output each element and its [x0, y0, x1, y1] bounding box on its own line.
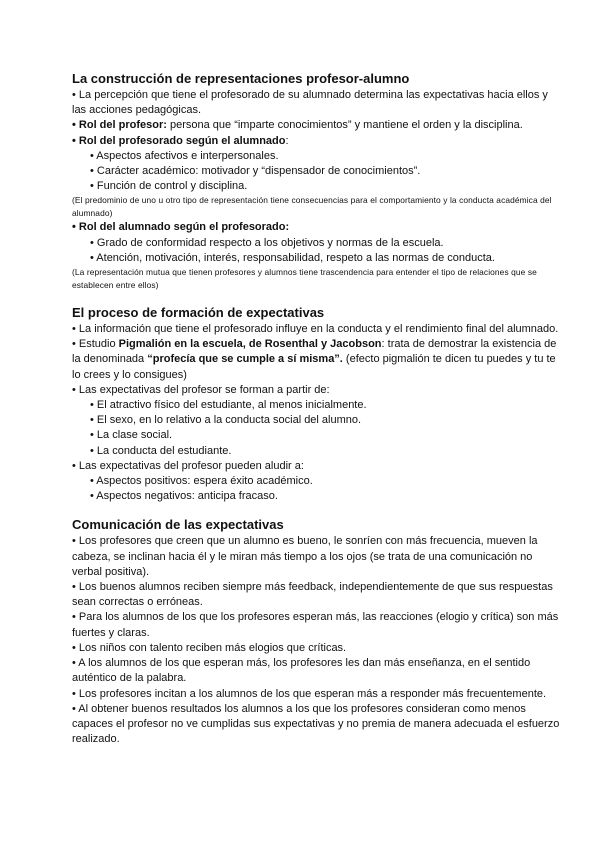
list-item: • Función de control y disciplina. [90, 180, 248, 193]
list-item: • Al obtener buenos resultados los alumnos a los que los profesores consideran como menos capaces el profesor no ve cumplidas sus expectativas y no premia de manera adecuada el esfuerzo realizado. [72, 702, 560, 746]
list-item: • Los profesores incitan a los alumnos de los que esperan más a responder más frecuentemente. [72, 687, 547, 700]
paragraph-text: persona que “imparte conocimientos” y mantiene el orden y la disciplina. [166, 119, 523, 132]
list-item: • Grado de conformidad respecto a los objetivos y normas de la escuela. [90, 236, 444, 249]
paragraph-text: : trata de demostrar la existencia de la denominada [72, 338, 557, 366]
paragraph-pigmalion [72, 337, 560, 383]
list-item: • Aspectos positivos: espera éxito académico. [90, 475, 313, 488]
note: (La representación mutua que tienen profesores y alumnos tiene trascendencia para entender el tipo de relaciones que se establecen entre ellos) [72, 267, 537, 291]
list-item: • Atención, motivación, interés, responsabilidad, respeto a las normas de conducta. [90, 251, 495, 264]
section-representaciones [72, 71, 560, 292]
paragraph-text: • Estudio [72, 338, 119, 351]
section-title: Comunicación de las expectativas [72, 517, 284, 533]
paragraph: • La información que tiene el profesorado influye en la conducta y el rendimiento final del alumnado. [72, 323, 559, 336]
paragraph-rol-alumnado [72, 220, 560, 235]
list-item: • Carácter académico: motivador y “dispensador de conocimientos”. [90, 165, 421, 178]
section-comunicacion [72, 517, 560, 747]
list-item: • Aspectos negativos: anticipa fracaso. [90, 490, 278, 503]
list-item: • Los buenos alumnos reciben siempre más feedback, independientemente de que sus respuestas sean correctas o erróneas. [72, 581, 553, 609]
bold-label: • Rol del profesorado según el alumnado [72, 134, 286, 147]
bold-text: “profecía que se cumple a sí misma”. [147, 353, 343, 366]
paragraph-text: : [285, 134, 289, 147]
section-title: El proceso de formación de expectativas [72, 305, 325, 321]
list-item: • Los niños con talento reciben más elogios que críticas. [72, 641, 347, 654]
paragraph: • La percepción que tiene el profesorado de su alumnado determina las expectativas hacia ellos y las acciones pedagógicas. [72, 89, 548, 117]
bold-text: Pigmalión en la escuela, de Rosenthal y Jacobson [118, 338, 382, 351]
note: (El predominio de uno u otro tipo de representación tiene consecuencias para el comportamiento y la conducta académica del alumnado) [72, 195, 552, 219]
bold-label: • Rol del alumnado según el profesorado: [72, 221, 290, 234]
paragraph: • Las expectativas del profesor se forman a partir de: [72, 383, 330, 396]
list-item: • La conducta del estudiante. [90, 444, 232, 457]
list-item: • A los alumnos de los que esperan más, los profesores les dan más enseñanza, en el sentido auténtico de la palabra. [72, 657, 531, 685]
paragraph-rol-profesor [72, 118, 560, 133]
list-item: • Los profesores que creen que un alumno es bueno, le sonríen con más frecuencia, mueven la cabeza, se inclinan hacia él y le miran más tiempo a los ojos (se trata de una comunicación no verbal positiva). [72, 535, 538, 578]
section-title: La construcción de representaciones profesor-alumno [72, 71, 410, 86]
list-item: • Aspectos afectivos e interpersonales. [90, 149, 279, 162]
paragraph-rol-profesorado [72, 134, 560, 149]
list-item: • Para los alumnos de los que los profesores esperan más, las reacciones (elogio y crítica) son más fuertes y claras. [72, 611, 559, 639]
paragraph: • Las expectativas del profesor pueden aludir a: [72, 459, 304, 472]
section-expectativas [72, 305, 560, 504]
paragraph-text: (efecto pigmalión te dicen tu puedes y tu te lo crees y lo consigues) [72, 353, 556, 381]
bold-label: • Rol del profesor: [72, 119, 167, 132]
list-item: • La clase social. [90, 429, 173, 442]
list-item: • El atractivo físico del estudiante, al menos inicialmente. [90, 399, 367, 412]
list-item: • El sexo, en lo relativo a la conducta social del alumno. [90, 414, 362, 427]
